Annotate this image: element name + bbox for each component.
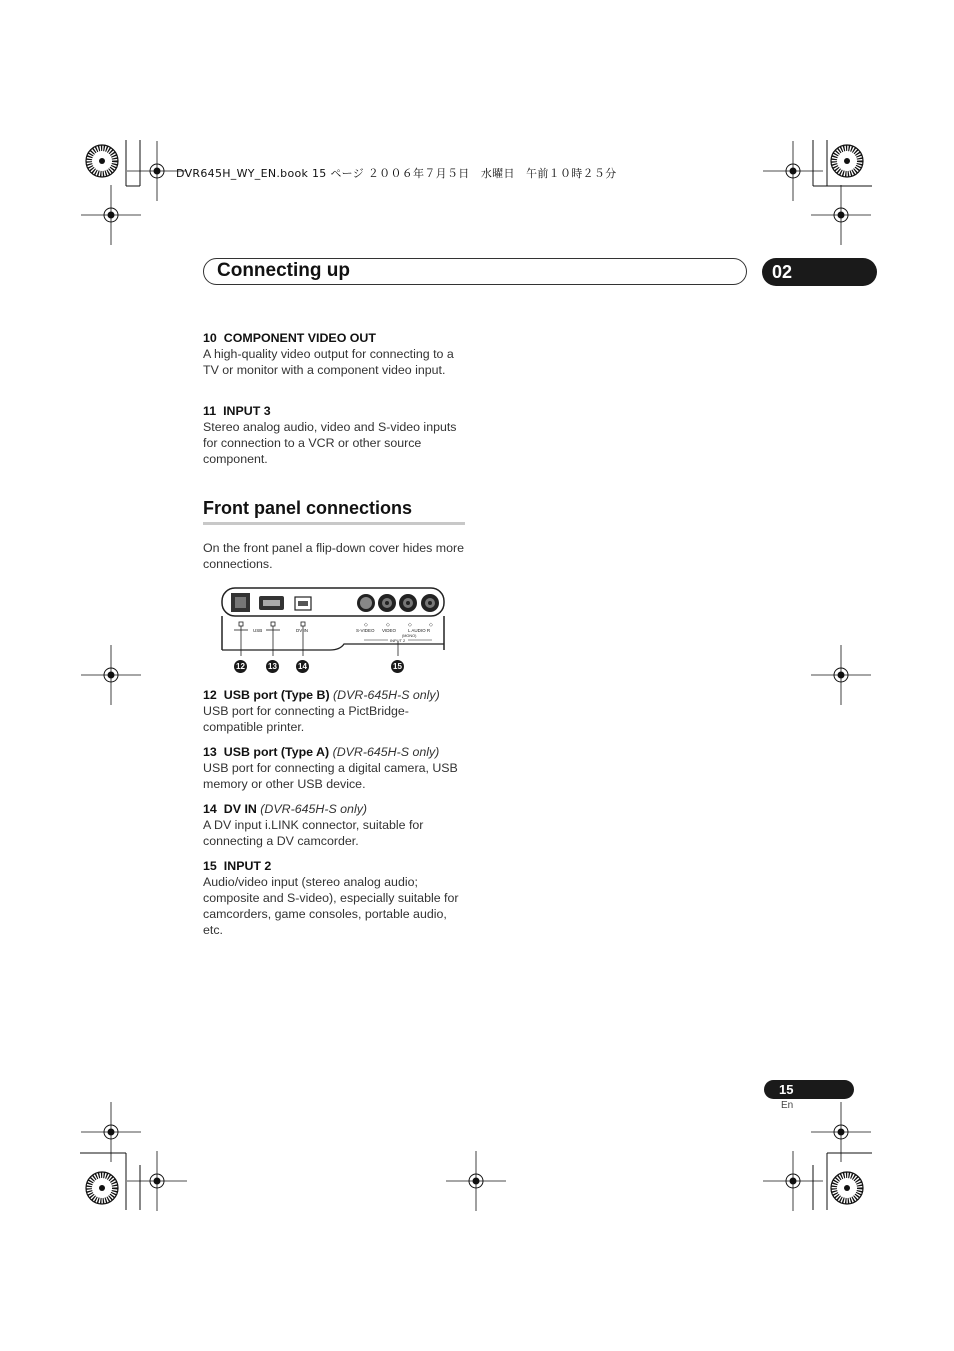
callout-13: 13: [266, 660, 279, 673]
item-title: USB port (Type A): [223, 745, 330, 759]
label-mono: (MONO): [402, 634, 417, 638]
svg-text:◇: ◇: [429, 622, 433, 628]
label-usb: USB: [253, 628, 263, 633]
item-12: [203, 687, 468, 735]
page-number: 15: [764, 1080, 854, 1099]
item-13: [203, 744, 468, 792]
callout-14: 14: [296, 660, 309, 673]
section-intro: On the front panel a flip-down cover hides more connections.: [203, 541, 465, 571]
label-s-video: S-VIDEO: [356, 628, 375, 633]
page-title: Connecting up: [217, 260, 350, 281]
item-title: INPUT 2: [223, 859, 272, 873]
item-heading: [203, 687, 468, 703]
item-description: Audio/video input (stereo analog audio; composite and S-video), especially suitable for camcorders, game consoles, portable audio, etc.: [203, 875, 459, 937]
item-model-note: (DVR-645H-S only): [333, 688, 440, 702]
item-model-note: (DVR-645H-S only): [332, 745, 440, 759]
section-title: Front panel connections: [203, 498, 413, 518]
item-title: USB port (Type B): [223, 688, 330, 702]
svg-text:◇: ◇: [386, 622, 390, 628]
chapter-number-tab: 02: [762, 258, 877, 286]
callout-12: 12: [234, 660, 247, 673]
item-description: USB port for connecting a digital camera, USB memory or other USB device.: [203, 761, 458, 791]
page-language: En: [781, 1100, 794, 1111]
item-14: [203, 801, 468, 849]
section-rule: [203, 522, 465, 525]
item-11: [203, 403, 468, 467]
item-10: [203, 330, 468, 378]
item-number: 13: [203, 745, 217, 759]
item-heading: [203, 858, 468, 874]
print-info-line: DVR645H_WY_EN.book 15 ページ ２００６年７月５日 水曜日 午前１０時２５分: [176, 167, 617, 180]
item-number: 12: [203, 688, 217, 702]
item-15: [203, 858, 468, 938]
item-heading: [203, 744, 468, 760]
front-panel-diagram: [220, 586, 448, 656]
item-title: COMPONENT VIDEO OUT: [223, 331, 376, 345]
item-description: USB port for connecting a PictBridge-compatible printer.: [203, 704, 409, 734]
label-dv-in: DV IN: [296, 628, 309, 633]
item-number: 10: [203, 331, 217, 345]
label-input2: INPUT 2: [390, 638, 406, 643]
label-audio: L AUDIO R: [408, 628, 431, 633]
svg-text:◇: ◇: [364, 622, 368, 628]
item-description: Stereo analog audio, video and S-video inputs for connection to a VCR or other source component.: [203, 420, 457, 466]
callout-15: 15: [391, 660, 404, 673]
label-video: VIDEO: [382, 628, 397, 633]
item-number: 15: [203, 859, 217, 873]
item-number: 14: [203, 802, 217, 816]
svg-text:◇: ◇: [408, 622, 412, 628]
item-heading: [203, 403, 468, 419]
item-model-note: (DVR-645H-S only): [260, 802, 368, 816]
item-description: A high-quality video output for connecting to a TV or monitor with a component video input.: [203, 347, 454, 377]
item-description: A DV input i.LINK connector, suitable for connecting a DV camcorder.: [203, 818, 424, 848]
item-heading: [203, 801, 468, 817]
item-title: INPUT 3: [223, 404, 271, 418]
item-heading: [203, 330, 468, 346]
item-title: DV IN: [223, 802, 257, 816]
item-number: 11: [203, 404, 217, 418]
